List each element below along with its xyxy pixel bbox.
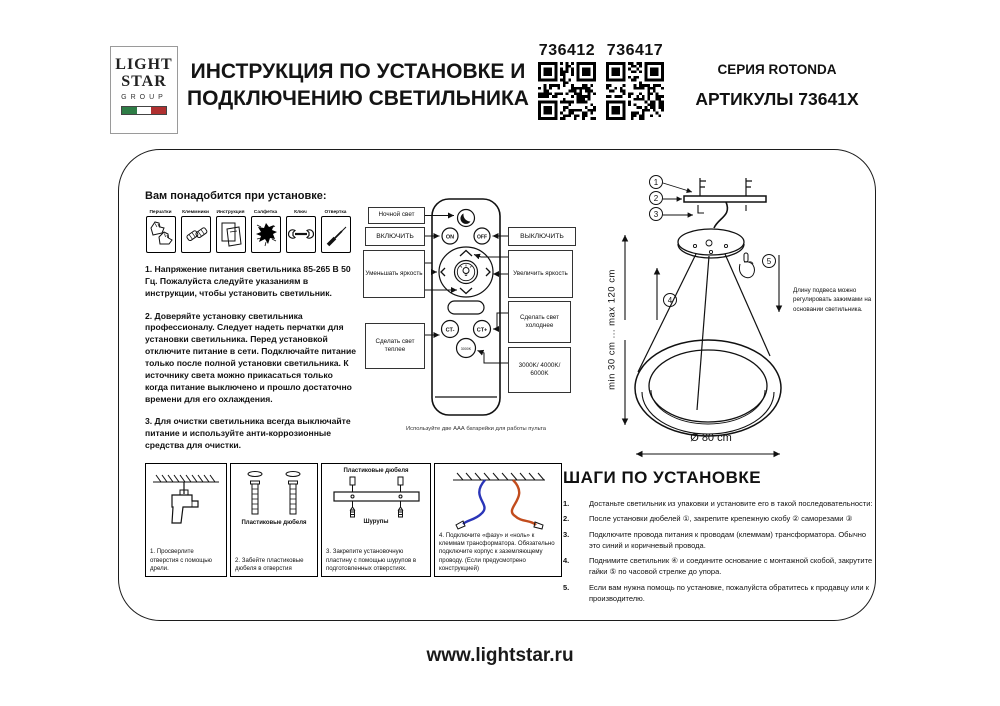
logo-text: GROUP xyxy=(121,93,167,101)
dowels-illustration xyxy=(235,468,313,520)
panel-caption: 3. Закрепите установочную пластину с помощью шурупов в подготовленных отверстиях. xyxy=(326,548,417,572)
remote-caption: Используйте две ААА батарейки для работы пульта xyxy=(406,426,546,432)
left-chevron xyxy=(441,268,445,276)
italian-flag-icon xyxy=(121,106,167,115)
plate-illustration xyxy=(326,475,426,519)
svg-text:3: 3 xyxy=(653,209,659,219)
step-item: 4. Поднимите светильник ④ и соедините основание с монтажной скобой, закрутите гайки ⑤ по часовой стрелке до упора. xyxy=(563,556,873,577)
drill-illustration xyxy=(150,468,222,534)
svg-text:1: 1 xyxy=(653,177,659,187)
right-chevron xyxy=(486,268,490,276)
tool-wrench: Ключ xyxy=(285,210,316,253)
ct-plus-label: CT+ xyxy=(476,327,488,334)
installation-steps xyxy=(563,468,877,608)
tools-row xyxy=(145,210,351,253)
callout-lines xyxy=(425,216,508,364)
height-dimension-label: min 30 cm ... max 120 cm xyxy=(606,269,618,390)
safety-paragraph-1: 1. Напряжение питания светильника 85-265 В 50 Гц. Пожалуйста следуйте указаниям в инструкции, чтобы установить светильник. xyxy=(145,264,351,298)
mounting-bracket xyxy=(684,196,766,202)
tool-napkin: Салфетка xyxy=(250,210,281,253)
tool-terminals: Клеммники xyxy=(180,210,211,253)
tools-heading: Вам понадобится при установке: xyxy=(145,190,327,202)
panel-label: Пластиковые дюбеля xyxy=(241,520,307,526)
articles-code: АРТИКУЛЫ 73641X xyxy=(695,89,859,109)
napkin-icon xyxy=(253,219,279,250)
panel-caption: 1. Просверлите отверстия с помощью дрели. xyxy=(150,548,212,572)
on-label: ON xyxy=(445,234,455,241)
up-arrow xyxy=(460,251,472,257)
moon-icon xyxy=(460,214,470,224)
article-number: 736412 xyxy=(538,42,596,59)
panel-plate xyxy=(321,463,431,577)
series-name: СЕРИЯ ROTONDA xyxy=(717,62,837,77)
series-info xyxy=(688,62,866,110)
panel-caption: 2. Забейте пластиковые дюбеля в отверстия xyxy=(235,556,304,572)
gloves-icon xyxy=(148,219,174,250)
step-item: 5. Если вам нужна помощь по установке, пожалуйста обратитесь к продавцу или к производителю. xyxy=(563,582,869,603)
wires-illustration xyxy=(439,468,557,530)
safety-paragraph-2: 2. Доверяйте установку светильника профессионалу. Следует надеть перчатки для установки светильника. Перед установкой отключите питание в сети. Подключайте питание только после полной установки светильника. К источнику света можно прикасаться только когда питание выключено и прошло достаточно времени для его охлаждения. xyxy=(145,310,357,404)
ct-minus-label: CT- xyxy=(445,327,455,334)
article-number: 736417 xyxy=(606,42,664,59)
canopy xyxy=(678,229,744,258)
bracket-hook xyxy=(698,205,746,213)
step-item: 3. Подключите провода питания к проводам (клеммам) трансформатора. Обычно это синий и коричневый провода. xyxy=(563,529,867,550)
bulb-icon xyxy=(461,265,472,276)
pill-button xyxy=(448,301,484,314)
tool-gloves: Перчатки xyxy=(145,210,176,253)
mounting-screws xyxy=(700,178,752,196)
qr-item xyxy=(606,42,664,120)
qr-code xyxy=(538,62,596,120)
callout-kelvins: 3000K/ 4000K/ 6000K xyxy=(508,347,571,393)
off-label: OFF xyxy=(477,234,487,241)
safety-paragraph-3: 3. Для очистки светильника всегда выключайте питание и используйте анти-коррозионные средства для очистки. xyxy=(145,416,351,451)
blue-wire-terminal xyxy=(456,521,465,529)
qr-item xyxy=(538,42,596,120)
steps-heading: ШАГИ ПО УСТАНОВКЕ xyxy=(563,468,762,487)
title-line-1: ИНСТРУКЦИЯ ПО УСТАНОВКЕ И xyxy=(190,60,526,83)
remote-body xyxy=(432,199,500,415)
lightstar-logo xyxy=(110,46,178,134)
logo-text: STAR xyxy=(121,72,167,90)
night-light-button xyxy=(458,210,475,227)
tool-manual: Инструкция xyxy=(215,210,246,253)
safety-instructions xyxy=(145,264,358,463)
hand-icon xyxy=(739,253,754,278)
bulb-button xyxy=(455,261,478,284)
terminals-icon xyxy=(183,219,209,250)
callout-colder: Сделать свет холоднее xyxy=(508,301,571,343)
screwdriver-icon xyxy=(323,219,349,250)
svg-text:4: 4 xyxy=(667,295,673,305)
red-wire xyxy=(512,480,536,525)
callout-night-light: Ночной свет xyxy=(368,207,425,224)
logo-text: LIGHT xyxy=(115,56,173,73)
title-line-2: ПОДКЛЮЧЕНИЮ СВЕТИЛЬНИКА xyxy=(187,87,529,111)
callout-dim: Уменьшать яркость xyxy=(363,250,425,298)
remote-diagram xyxy=(360,195,592,447)
down-arrow xyxy=(460,288,472,294)
svg-text:5: 5 xyxy=(766,256,772,266)
tool-screwdriver: Отвертка xyxy=(320,210,351,253)
svg-text:2: 2 xyxy=(653,193,659,203)
diameter-dimension-label: Ø 80 cm xyxy=(690,432,732,444)
panel-caption: 4. Подключите «фазу» и «ноль» к клеммам трансформатора. Обязательно подключите корпус к заземляющему проводу. (Если предусмотрено конструкцией) xyxy=(439,531,555,572)
website-url: www.lightstar.ru xyxy=(426,645,574,666)
panel-wiring xyxy=(434,463,562,577)
qr-codes xyxy=(538,42,664,120)
step-item: 2. После установки дюбелей ①, закрепите крепежную скобу ② саморезами ③ xyxy=(563,514,853,524)
callout-turn-on: ВКЛЮЧИТЬ xyxy=(365,227,425,246)
steps-list xyxy=(563,498,877,604)
power-cable xyxy=(714,202,727,228)
callout-warmer: Сделать свет теплее xyxy=(365,323,425,369)
callout-brighten: Увеличить яркость xyxy=(508,250,573,298)
step-item: 1. Достаньте светильник из упаковки и установите его в такой последовательности: xyxy=(563,499,873,508)
blue-wire xyxy=(463,480,485,524)
ring-lamp xyxy=(635,340,781,436)
wrench-icon xyxy=(288,219,314,250)
callout-markers xyxy=(650,176,780,321)
adjustment-note: Длину подвеса можно регулировать зажимами на основании светильника. xyxy=(793,287,872,313)
kelvin-label: 3000K xyxy=(460,346,472,351)
callout-turn-off: ВЫКЛЮЧИТЬ xyxy=(508,227,576,246)
panel-drill xyxy=(145,463,227,577)
installation-panels xyxy=(145,463,562,577)
page-title xyxy=(186,58,530,113)
panel-dowels xyxy=(230,463,318,577)
qr-code xyxy=(606,62,664,120)
panel-label: Пластиковые дюбеля xyxy=(343,468,409,474)
panel-label: Шурупы xyxy=(363,519,389,526)
manual-icon xyxy=(218,219,244,250)
